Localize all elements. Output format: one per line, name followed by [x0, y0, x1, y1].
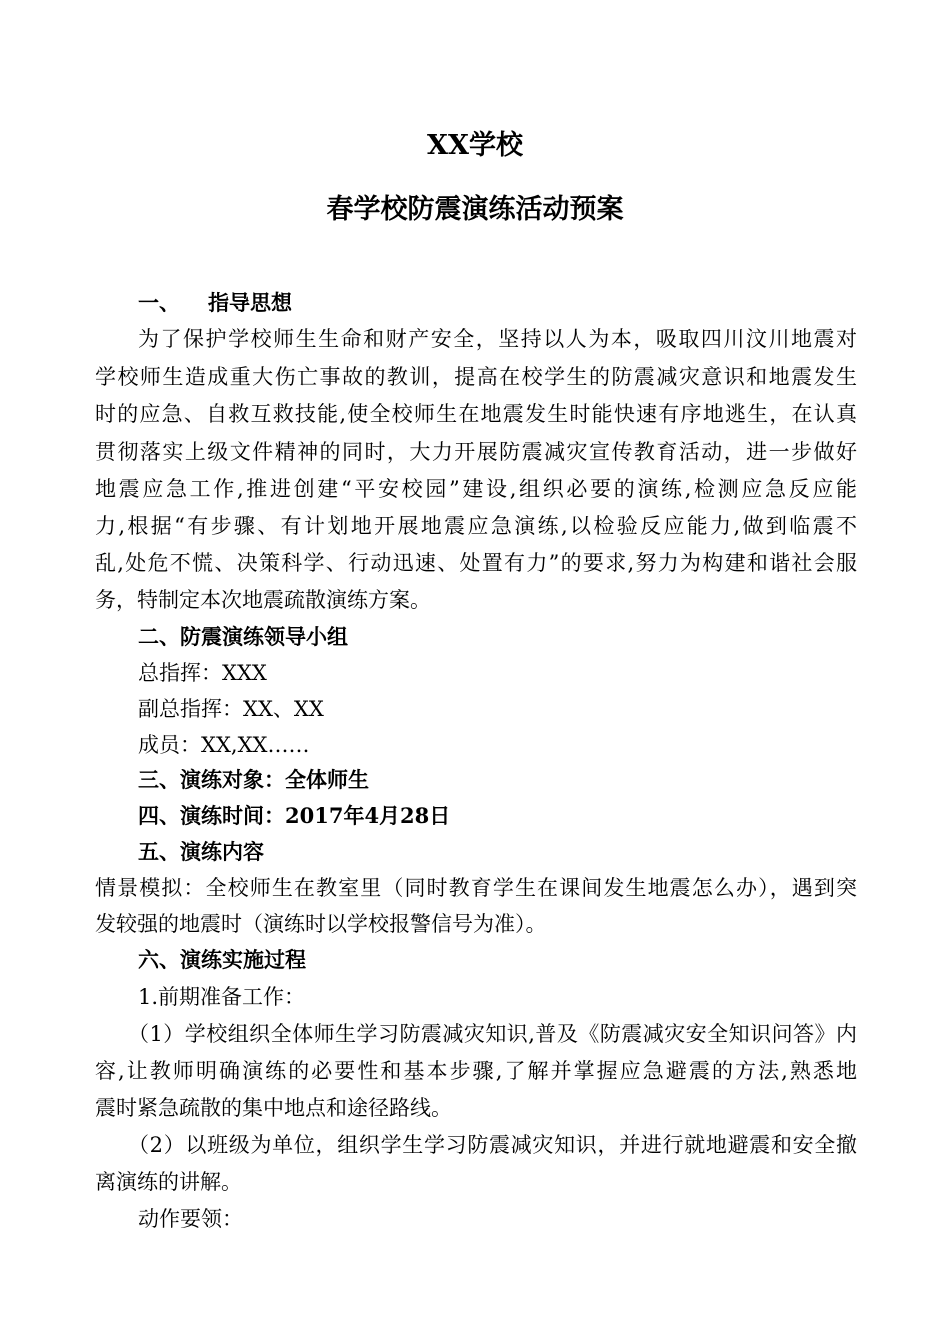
- section1-line: 贯彻落实上级文件精神的同时，大力开展防震减灾宣传教育活动，进一步做好: [95, 440, 857, 464]
- action-essentials-label: 动作要领：: [138, 1207, 243, 1231]
- section1-line: 学校师生造成重大伤亡事故的教训，提高在校学生的防震减灾意识和地震发生: [95, 365, 857, 389]
- deputy-commander-line: 副总指挥：XX、XX: [138, 697, 324, 721]
- item2-line: （2）以班级为单位，组织学生学习防震减灾知识，并进行就地避震和安全撤: [128, 1133, 857, 1157]
- section1-line: 地震应急工作,推进创建“平安校园”建设,组织必要的演练,检测应急反应能: [95, 477, 857, 501]
- item2-line: 离演练的讲解。: [95, 1170, 242, 1194]
- section1-line: 时的应急、自救互救技能,使全校师生在地震发生时能快速有序地逃生，在认真: [95, 402, 857, 426]
- section6-heading: 六、演练实施过程: [138, 947, 306, 972]
- members-line: 成员：XX,XX……: [138, 733, 310, 757]
- subsection-title: 1.前期准备工作：: [138, 985, 306, 1009]
- section4-heading: 四、演练时间：2017年4月28日: [138, 803, 451, 828]
- section1-line: 为了保护学校师生生命和财产安全，坚持以人为本，吸取四川汶川地震对: [138, 327, 857, 351]
- document-title: XX学校: [427, 130, 523, 161]
- section1-number: 一、: [138, 290, 180, 315]
- section1-line: 乱,处危不慌、决策科学、行动迅速、处置有力”的要求,努力为构建和谐社会服: [95, 551, 857, 575]
- section5-heading: 五、演练内容: [138, 839, 264, 864]
- section1-line: 务，特制定本次地震疏散演练方案。: [95, 588, 431, 612]
- item1-line: （1）学校组织全体师生学习防震减灾知识,普及《防震减灾安全知识问答》内: [128, 1022, 857, 1046]
- section5-line: 发较强的地震时（演练时以学校报警信号为准）。: [95, 912, 547, 936]
- section3-heading: 三、演练对象：全体师生: [138, 767, 369, 792]
- commander-line: 总指挥：XXX: [138, 661, 267, 685]
- section1-line: 力,根据“有步骤、有计划地开展地震应急演练,以检验反应能力,做到临震不: [95, 514, 857, 538]
- document-subtitle: 春学校防震演练活动预案: [326, 194, 624, 225]
- section1-heading: [138, 286, 857, 320]
- section1-title: 指导思想: [208, 290, 292, 315]
- section5-line: 情景模拟：全校师生在教室里（同时教育学生在课间发生地震怎么办），遇到突: [95, 876, 857, 900]
- item1-line: 容,让教师明确演练的必要性和基本步骤,了解并掌握应急避震的方法,熟悉地: [95, 1059, 857, 1083]
- item1-line: 震时紧急疏散的集中地点和途径路线。: [95, 1096, 452, 1120]
- section2-heading: 二、防震演练领导小组: [138, 624, 348, 649]
